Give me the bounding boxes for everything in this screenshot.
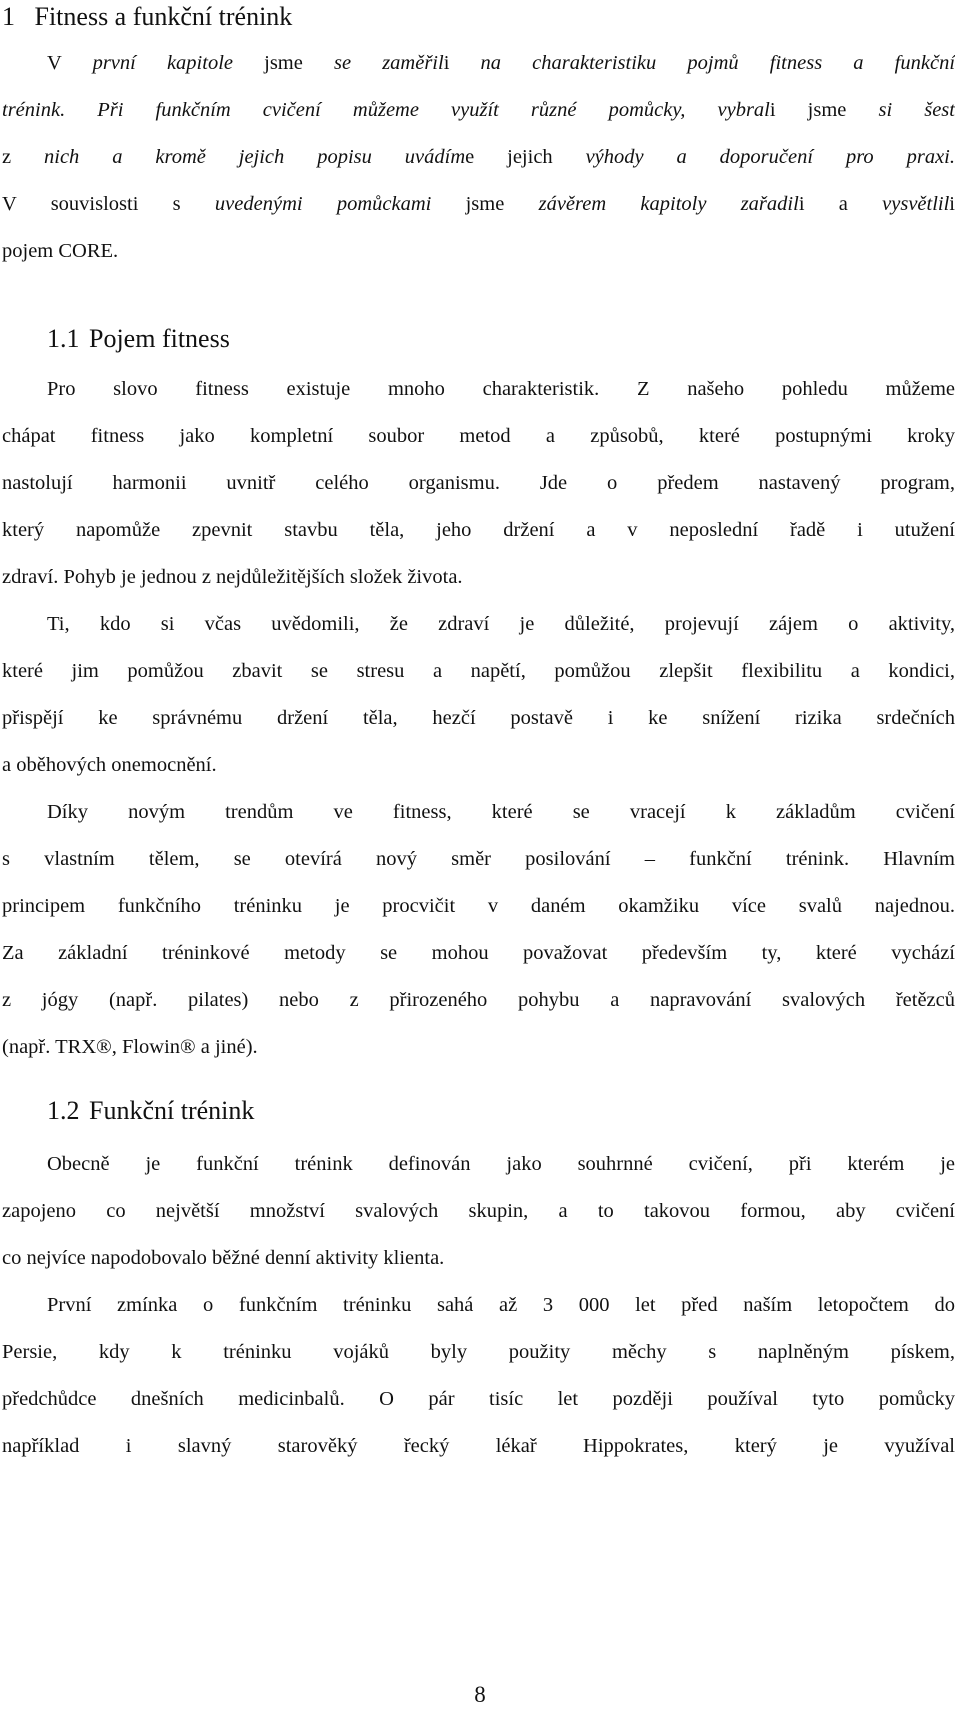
intro-line: pojem CORE. [2,240,119,262]
paragraph-line: zapojeno co největší množství svalových skupin, a to takovou formou, aby cvičení [2,1200,955,1222]
paragraph-line: co nejvíce napodobovalo běžné denní aktivity klienta. [2,1247,445,1269]
paragraph-line: Díky novým trendům ve fitness, které se vracejí k základům cvičení [47,801,955,823]
paragraph-line: (např. TRX®, Flowin® a jiné). [2,1036,258,1058]
chapter-heading: 1 Fitness a funkční trénink [2,2,293,31]
paragraph-line: nastolují harmonii uvnitř celého organismu. Jde o předem nastavený program, [2,472,955,494]
section-1-2-body [2,1141,955,1470]
intro-line: V souvislosti s uvedenými pomůckami jsme závěrem kapitoly zařadili a vysvětlili [2,193,955,215]
paragraph-line: principem funkčního tréninku je procvičit v daném okamžiku více svalů najednou. [2,895,955,917]
paragraph-line: například i slavný starověký řecký lékař Hippokrates, který je využíval [2,1435,955,1457]
paragraph-line: s vlastním tělem, se otevírá nový směr posilování – funkční trénink. Hlavním [2,848,955,870]
paragraph-line: zdraví. Pohyb je jednou z nejdůležitějších složek života. [2,566,463,588]
paragraph-line: který napomůže zpevnit stavbu těla, jeho držení a v neposlední řadě i utužení [2,519,955,541]
paragraph-line: Ti, kdo si včas uvědomili, že zdraví je důležité, projevují zájem o aktivity, [47,613,955,635]
page-number: 8 [474,1682,486,1707]
paragraph-line: První zmínka o funkčním tréninku sahá až 3 000 let před naším letopočtem do [47,1294,955,1316]
paragraph-line: Persie, kdy k tréninku vojáků byly použity měchy s naplněným pískem, [2,1341,955,1363]
paragraph-line: Za základní tréninkové metody se mohou považovat především ty, které vychází [2,942,955,964]
section-heading-1-2 [47,1094,254,1128]
section-1-1-body [2,366,955,1071]
paragraph-line: které jim pomůžou zbavit se stresu a napětí, pomůžou zlepšit flexibilitu a kondici, [2,660,955,682]
paragraph-line: z jógy (např. pilates) nebo z přirozeného pohybu a napravování svalových řetězců [2,989,955,1011]
paragraph-line: Obecně je funkční trénink definován jako souhrnné cvičení, při kterém je [47,1153,955,1175]
paragraph-line: chápat fitness jako kompletní soubor metod a způsobů, které postupnými kroky [2,425,955,447]
section-title: Funkční trénink [89,1096,255,1125]
section-heading-1-1 [47,322,230,356]
section-number: 1.2 [47,1096,80,1125]
section-number: 1.1 [47,324,80,353]
intro-line: z nich a kromě jejich popisu uvádíme jejich výhody a doporučení pro praxi. [2,146,955,168]
intro-line: trénink. Při funkčním cvičení můžeme využít různé pomůcky, vybrali jsme si šest [2,99,955,121]
paragraph-line: předchůdce dnešních medicinbalů. O pár tisíc let později používal tyto pomůcky [2,1388,955,1410]
paragraph-line: Pro slovo fitness existuje mnoho charakteristik. Z našeho pohledu můžeme [47,378,955,400]
intro-paragraph [2,40,955,275]
paragraph-line: a oběhových onemocnění. [2,754,217,776]
paragraph-line: přispějí ke správnému držení těla, hezčí postavě i ke snížení rizika srdečních [2,707,955,729]
section-title: Pojem fitness [89,324,230,353]
intro-line: V první kapitole jsme se zaměřili na charakteristiku pojmů fitness a funkční [47,52,955,74]
